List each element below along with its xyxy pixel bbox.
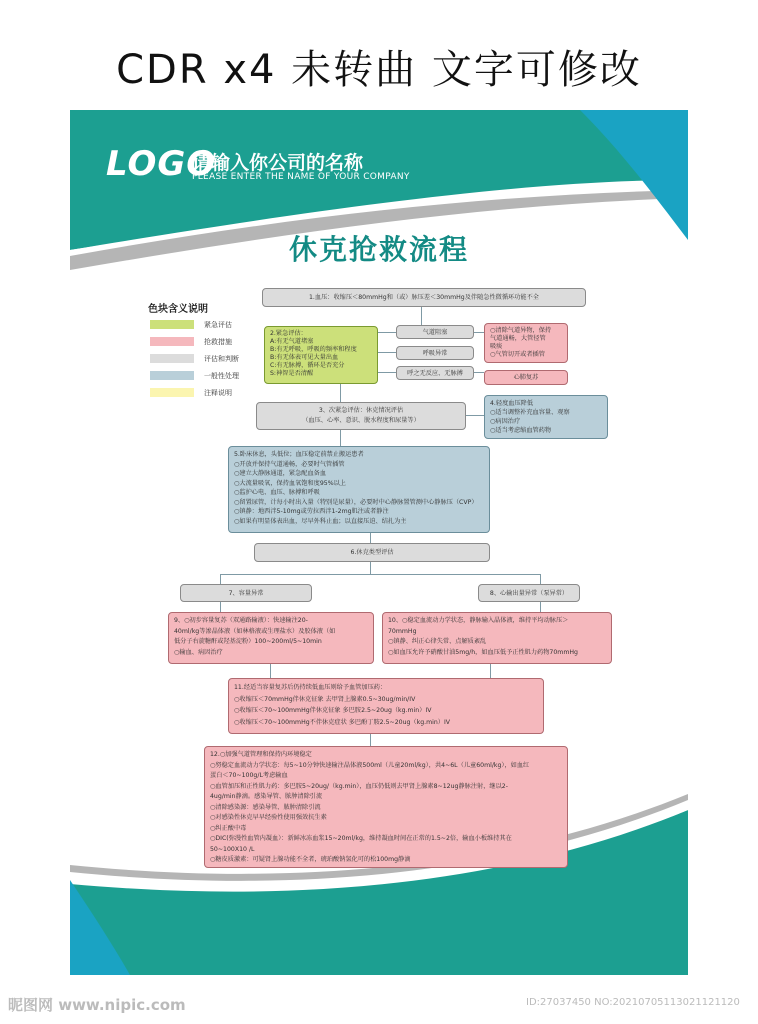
step-12-line: ○糖皮质激素：可疑肾上腺功能不全者，琥珀酸钠氢化可的松100mg静滴 xyxy=(210,856,411,863)
step-9-line: 40ml/kg等渗晶体液（如林格液或生理盐水）及胶体液（如 xyxy=(174,627,336,635)
step-2-title: 2.紧急评估： xyxy=(270,330,307,337)
company-name: 请输入你公司的名称 xyxy=(192,152,364,174)
connector xyxy=(378,332,396,333)
step-7-label: 7、容量异常 xyxy=(228,590,264,597)
airway-obstruction-label: 气道阻塞 xyxy=(422,329,448,336)
legend-label: 评估和判断 xyxy=(204,355,239,363)
step-5-line: ○开放并保持气道通畅，必要时气管插管 xyxy=(234,460,345,468)
watermark-id: ID:27037450 NO:20210705113021121120 xyxy=(526,997,740,1008)
step-5-line: ○监护心电、血压、脉搏和呼吸 xyxy=(234,489,320,496)
legend-label: 一般性处理 xyxy=(204,372,239,380)
connector xyxy=(474,372,484,373)
connector xyxy=(370,562,371,574)
step-5-line: ○镇静：地西泮5-10mg或劳拉西泮1-2mg肌注或者静注 xyxy=(234,508,389,515)
airway-action-line: 气道通畅，大管径管 xyxy=(490,335,546,342)
logo: LOGO xyxy=(106,144,217,184)
step-3-title: 3、次紧急评估：休克情况评估 xyxy=(318,407,404,414)
step-4-line: ○适当考虑缩血管药物 xyxy=(490,427,552,434)
step-6-label: 6.休克类型评估 xyxy=(350,549,394,556)
step-8-box xyxy=(478,584,580,602)
legend-swatch-note xyxy=(150,388,194,397)
step-2-line: S:神智是否清醒 xyxy=(270,370,314,377)
airway-action-box xyxy=(484,323,568,363)
step-1-text: 1.血压：收缩压＜80mmHg和（或）脉压差＜30mmHg及伴随急性微循环功能不全 xyxy=(309,294,539,301)
step-3-box xyxy=(256,402,466,430)
connector xyxy=(490,664,491,678)
step-5-line: ○如果有明显体表出血，尽早外科止血；以直接压迫、结扎为主 xyxy=(234,517,407,525)
step-12-line: ○DIC(弥漫性血管内凝血）：新鲜冰冻血浆15~20ml/kg，维持凝血时间在正常的1.5~2倍，输血小板维持其在 xyxy=(210,835,512,842)
legend-swatch-emergency xyxy=(150,320,194,329)
step-12-line: ○纠正酸中毒 xyxy=(210,824,247,832)
legend-swatch-general xyxy=(150,371,194,380)
step-10-line: ○镇静、纠正心律失常、点解质紊乱 xyxy=(388,638,487,645)
step-10-box xyxy=(382,612,612,664)
company-name-en: PLEASE ENTER THE NAME OF YOUR COMPANY xyxy=(192,172,410,182)
cpr-box xyxy=(484,370,568,385)
step-12-box xyxy=(204,746,568,868)
airway-action-line: ○清除气道异物，保持 xyxy=(490,327,552,334)
step-12-title: 12.○加强气道管理和保持内环境稳定 xyxy=(210,751,312,758)
step-5-box xyxy=(228,446,490,533)
legend-swatch-rescue xyxy=(150,337,194,346)
step-11-title: 11.经适当容量复苏后仍持续低血压则给予血管加压药： xyxy=(234,684,387,691)
legend-title: 色块含义说明 xyxy=(148,304,208,315)
legend-label: 紧急评估 xyxy=(204,321,232,329)
step-12-line: 50~100X10 /L xyxy=(210,845,255,853)
step-4-title: 4.轻度血压降低 xyxy=(490,400,534,407)
airway-action-line: 吸痰 xyxy=(490,343,503,350)
watermark-site: 昵图网 www.nipic.com xyxy=(8,996,186,1014)
connector xyxy=(466,415,484,416)
connector xyxy=(220,602,221,612)
step-11-box xyxy=(228,678,544,734)
connector xyxy=(474,332,484,333)
step-5-line: ○大流量吸氧，保持血氧饱和度95%以上 xyxy=(234,479,346,487)
cpr-label: 心肺复苏 xyxy=(513,374,539,381)
step-2-line: C:有无脉搏，循环是否充分 xyxy=(270,362,345,369)
step-11-line: ○收缩压＜70mmHg伴休克征象 去甲肾上腺素0.5~30ug/min/IV xyxy=(234,695,416,703)
no-response-label: 呼之无反应、无脉搏 xyxy=(407,370,463,377)
legend-swatch-assessment xyxy=(150,354,194,363)
connector xyxy=(270,664,271,678)
step-2-line: B:有无体表可见大量出血 xyxy=(270,354,339,361)
step-3-sub: （血压、心率、意识、脱水程度和尿量等） xyxy=(302,417,420,424)
step-2-box xyxy=(264,326,378,384)
step-8-label: 8、心输出量异常（泵异常） xyxy=(489,590,569,597)
step-9-line: 9、○初步容量复苏（双通路输液）：快速输注20- xyxy=(174,617,308,624)
step-5-line: ○留置尿管，计每小时出入量（特别是尿量），必要时中心静脉置管测中心静脉压（CVP） xyxy=(234,498,478,506)
step-10-line: ○如血压允许予硝酸甘油5mg/h，如血压低予正性肌力药物70mmHg xyxy=(388,648,578,656)
connector xyxy=(378,372,396,373)
airway-obstruction-box xyxy=(396,325,474,339)
step-12-line: ○血管加压和正性肌力药：多巴胺5~20ug/（kg.min），血压仍低则去甲肾上腺素8~12ug静脉注射，继以2- xyxy=(210,782,508,790)
step-9-line: ○输血、病因治疗 xyxy=(174,648,223,656)
connector xyxy=(340,382,341,402)
step-4-line: ○适当调整补充血容量、观察 xyxy=(490,409,570,416)
step-4-box xyxy=(484,395,608,439)
step-10-line: 10、○稳定血流动力学状态，静脉输入晶体液，维持平均动脉压＞ xyxy=(388,617,569,624)
poster xyxy=(70,110,688,975)
step-6-box xyxy=(254,543,490,562)
step-5-line: ○建立大静脉通道，紧急配血备血 xyxy=(234,470,327,477)
step-2-line: A:有无气道堵塞 xyxy=(270,338,314,345)
connector xyxy=(378,352,396,353)
airway-action-line: ○气管切开或者插管 xyxy=(490,351,545,358)
breathing-abnormal-label: 呼吸异常 xyxy=(422,350,448,357)
step-1-box xyxy=(262,288,586,307)
step-5-title: 5.卧床休息，头低位；血压稳定前禁止搬运患者 xyxy=(234,451,364,458)
step-9-line: 低分子右旋糖酐或羟基淀粉）100~200ml/5~10min xyxy=(174,638,322,645)
breathing-abnormal-box xyxy=(396,346,474,360)
connector xyxy=(370,734,371,746)
connector xyxy=(220,574,540,575)
banner-title: CDR x4 未转曲 文字可修改 xyxy=(116,47,642,93)
connector xyxy=(220,574,221,584)
connector xyxy=(421,307,422,327)
connector xyxy=(340,430,341,446)
no-response-box xyxy=(396,366,474,380)
step-11-line: ○收缩压＜70~100mmHg不伴休克症状 多巴酚丁胺2.5~20ug（kg.min）IV xyxy=(234,718,451,726)
step-12-line: ○对感染性休克早早经验性使用强效抗生素 xyxy=(210,814,327,821)
step-12-line: ○努稳定血流动力学状态：每5~10分钟快速输注晶体液500ml（儿童20ml/kg），共4~6L（儿童60ml/kg），如血红 xyxy=(210,761,530,769)
step-10-line: 70mmHg xyxy=(388,627,417,635)
connector xyxy=(540,602,541,612)
step-7-box xyxy=(180,584,312,602)
legend-label: 注释说明 xyxy=(204,389,232,397)
step-12-line: ○清除感染源：感染导管、脓肿清除引流 xyxy=(210,803,321,811)
step-2-line: B:有无呼吸，呼吸的频率和程度 xyxy=(270,346,357,353)
step-12-line: 4ug/min静滴。感染导管、脓肿清除引流 xyxy=(210,793,323,800)
connector xyxy=(370,533,371,543)
poster-title: 休克抢救流程 xyxy=(288,233,469,266)
step-4-line: ○病因治疗 xyxy=(490,418,521,425)
connector xyxy=(540,574,541,584)
step-9-box xyxy=(168,612,374,664)
step-11-line: ○收缩压＜70~100mmHg伴休克征象 多巴胺2.5~20ug（kg.min）IV xyxy=(234,707,432,714)
step-12-line: 蛋白＜70~100g/L考虑输血 xyxy=(210,772,288,779)
legend-label: 抢救措施 xyxy=(204,338,232,346)
